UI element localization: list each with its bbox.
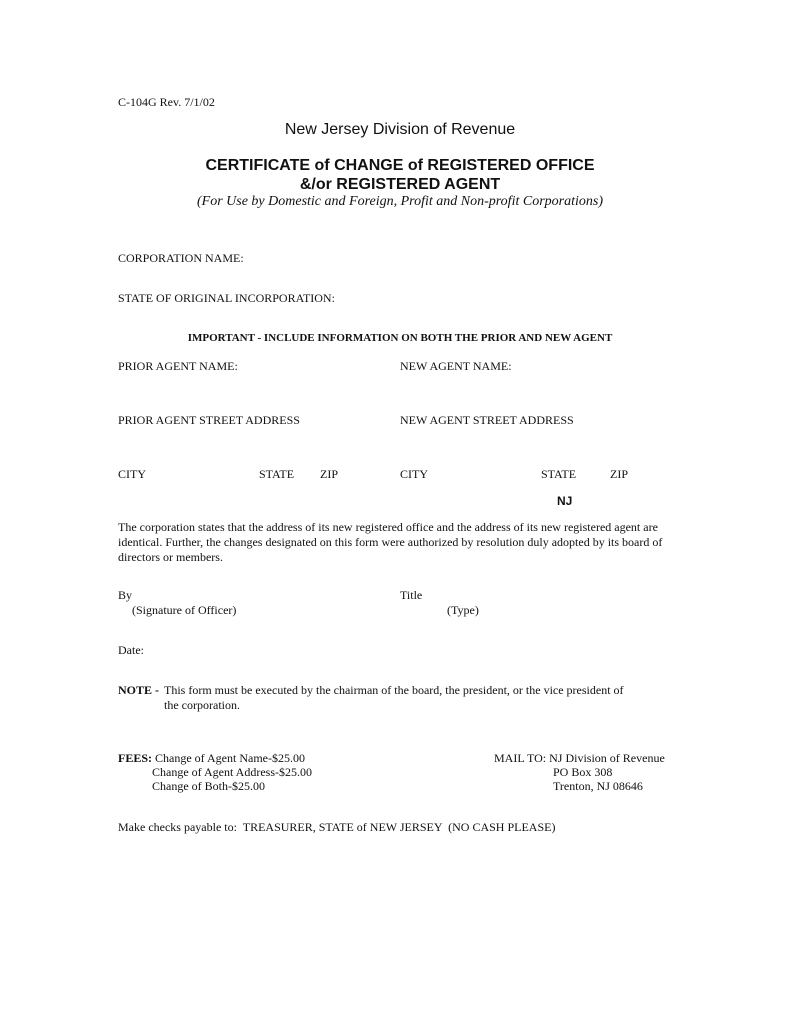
- note-label: NOTE -: [118, 683, 160, 697]
- prior-city-label: CITY: [118, 467, 146, 481]
- new-state-label: STATE: [541, 467, 577, 481]
- by-label: By: [118, 588, 133, 602]
- new-zip-label: ZIP: [610, 467, 628, 481]
- new-agent-name-label: NEW AGENT NAME:: [400, 359, 512, 373]
- payable-note: Make checks payable to: TREASURER, STATE of NEW JERSEY (NO CASH PLEASE): [118, 820, 556, 834]
- date-label: Date:: [118, 643, 144, 657]
- fee-agent-name: Change of Agent Name-$25.00: [155, 751, 305, 765]
- agency-name: New Jersey Division of Revenue: [284, 121, 516, 138]
- new-state-value: NJ: [557, 494, 573, 508]
- mail-to-label: MAIL TO:: [494, 751, 547, 765]
- important-notice: IMPORTANT - INCLUDE INFORMATION ON BOTH THE PRIOR AND NEW AGENT: [187, 332, 613, 344]
- new-street-label: NEW AGENT STREET ADDRESS: [400, 413, 574, 427]
- page-title-line2: &/or REGISTERED AGENT: [299, 176, 501, 193]
- statement-paragraph: The corporation states that the address of its new registered office and the address of its new registered agent are identical. Further, the changes designated on this form were authorized by resolution duly adopted by its board of directors or members.: [118, 520, 663, 564]
- title-label: Title: [400, 588, 423, 602]
- fees-label: FEES:: [118, 751, 153, 765]
- prior-street-label: PRIOR AGENT STREET ADDRESS: [118, 413, 300, 427]
- fee-both: Change of Both-$25.00: [152, 779, 265, 793]
- mail-line1: NJ Division of Revenue: [549, 751, 665, 765]
- fee-agent-address: Change of Agent Address-$25.00: [152, 765, 312, 779]
- mail-line3: Trenton, NJ 08646: [553, 779, 643, 793]
- note-text: This form must be executed by the chairman of the board, the president, or the vice president of the corporation.: [164, 683, 624, 712]
- new-city-label: CITY: [400, 467, 428, 481]
- type-label: (Type): [447, 603, 479, 617]
- page-subtitle: (For Use by Domestic and Foreign, Profit and Non-profit Corporations): [197, 194, 603, 209]
- note-block: [118, 683, 648, 713]
- signature-of-officer-label: (Signature of Officer): [132, 603, 237, 617]
- mail-line2: PO Box 308: [553, 765, 613, 779]
- corporation-name-label: CORPORATION NAME:: [118, 251, 244, 265]
- page-title-line1: CERTIFICATE of CHANGE of REGISTERED OFFICE: [205, 157, 595, 174]
- fees-block: [118, 751, 305, 766]
- form-number: C-104G Rev. 7/1/02: [118, 95, 215, 109]
- state-incorporation-label: STATE OF ORIGINAL INCORPORATION:: [118, 291, 335, 305]
- prior-zip-label: ZIP: [320, 467, 338, 481]
- mail-block: [494, 751, 665, 766]
- prior-state-label: STATE: [259, 467, 295, 481]
- prior-agent-name-label: PRIOR AGENT NAME:: [118, 359, 238, 373]
